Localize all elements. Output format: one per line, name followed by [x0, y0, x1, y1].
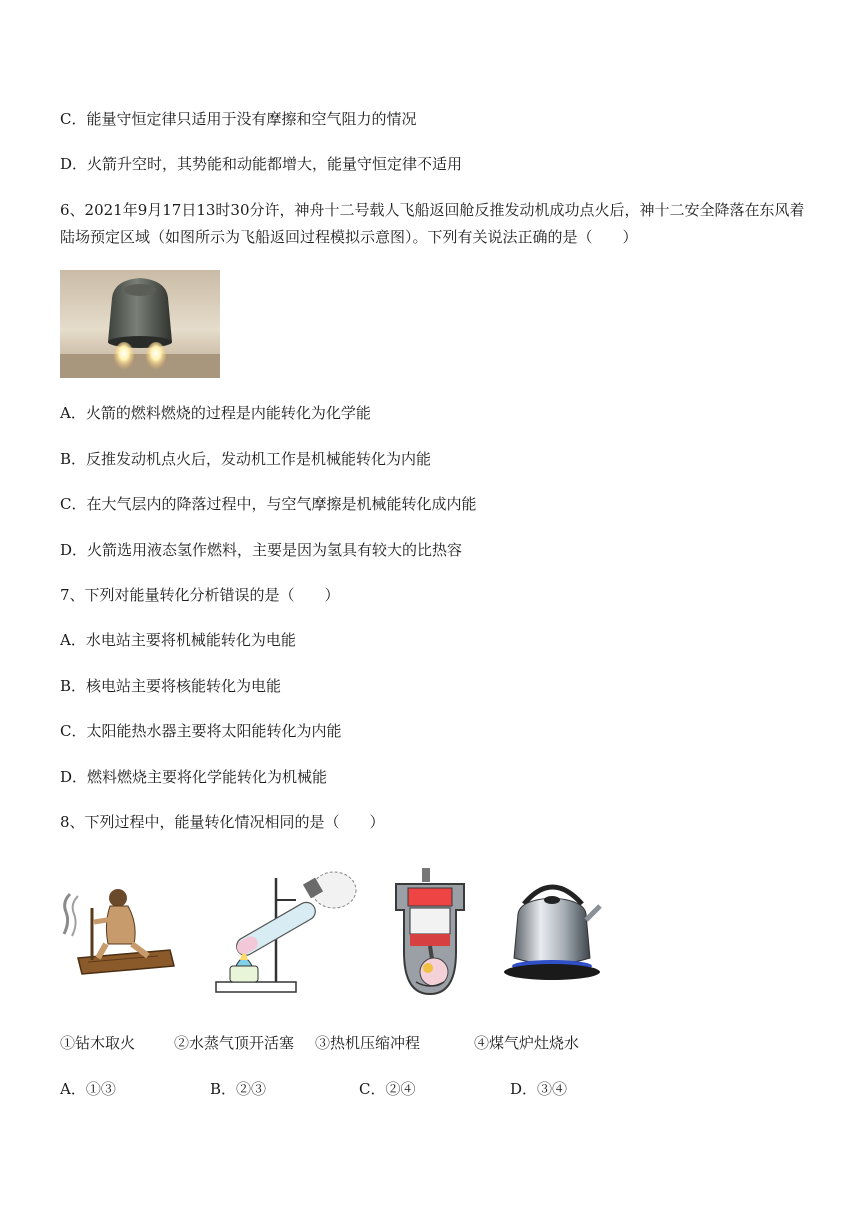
gas-stove-kettle-image — [500, 874, 604, 984]
engine-compression-stroke-image — [382, 864, 478, 1000]
return-capsule-image — [60, 270, 220, 378]
q8-option-a: A．①③ — [60, 1080, 116, 1098]
q5-option-d: D．火箭升空时，其势能和动能都增大，能量守恒定律不适用 — [60, 155, 463, 173]
q7-stem: 7、下列对能量转化分析错误的是（ ） — [60, 586, 340, 604]
q8-option-b: B．②③ — [210, 1080, 267, 1098]
q7-option-b: B．核电站主要将核能转化为电能 — [60, 677, 282, 695]
q7-option-c: C．太阳能热水器主要将太阳能转化为内能 — [60, 722, 342, 740]
q8-caption-4: ④煤气炉灶烧水 — [474, 1034, 580, 1052]
steam-stopper-image — [210, 866, 360, 998]
q8-stem: 8、下列过程中，能量转化情况相同的是（ ） — [60, 813, 385, 831]
q7-option-d: D．燃料燃烧主要将化学能转化为机械能 — [60, 768, 328, 786]
q8-option-c: C．②④ — [359, 1080, 416, 1098]
q6-stem: 6、2021年9月17日13时30分许，神舟十二号载人飞船返回舱反推发动机成功点火后，神十二安全降落在东风着陆场预定区域（如图所示为飞船返回过程模拟示意图）。下列有关说法正确的是（ ） — [60, 201, 805, 246]
q6-option-d: D．火箭选用液态氢作燃料，主要是因为氢具有较大的比热容 — [60, 541, 463, 559]
drilling-wood-fire-image — [58, 878, 180, 978]
q8-caption-1: ①钻木取火 — [60, 1034, 136, 1052]
q5-option-c: C．能量守恒定律只适用于没有摩擦和空气阻力的情况 — [60, 110, 417, 128]
q6-option-a: A．火箭的燃料燃烧的过程是内能转化为化学能 — [60, 404, 371, 422]
q8-caption-3: ③热机压缩冲程 — [315, 1034, 421, 1052]
q6-option-b: B．反推发动机点火后，发动机工作是机械能转化为内能 — [60, 450, 432, 468]
q7-option-a: A．水电站主要将机械能转化为电能 — [60, 631, 296, 649]
q8-option-d: D．③④ — [510, 1080, 568, 1098]
q8-caption-2: ②水蒸气顶开活塞 — [174, 1034, 295, 1052]
q6-option-c: C．在大气层内的降落过程中，与空气摩擦是机械能转化成内能 — [60, 495, 477, 513]
